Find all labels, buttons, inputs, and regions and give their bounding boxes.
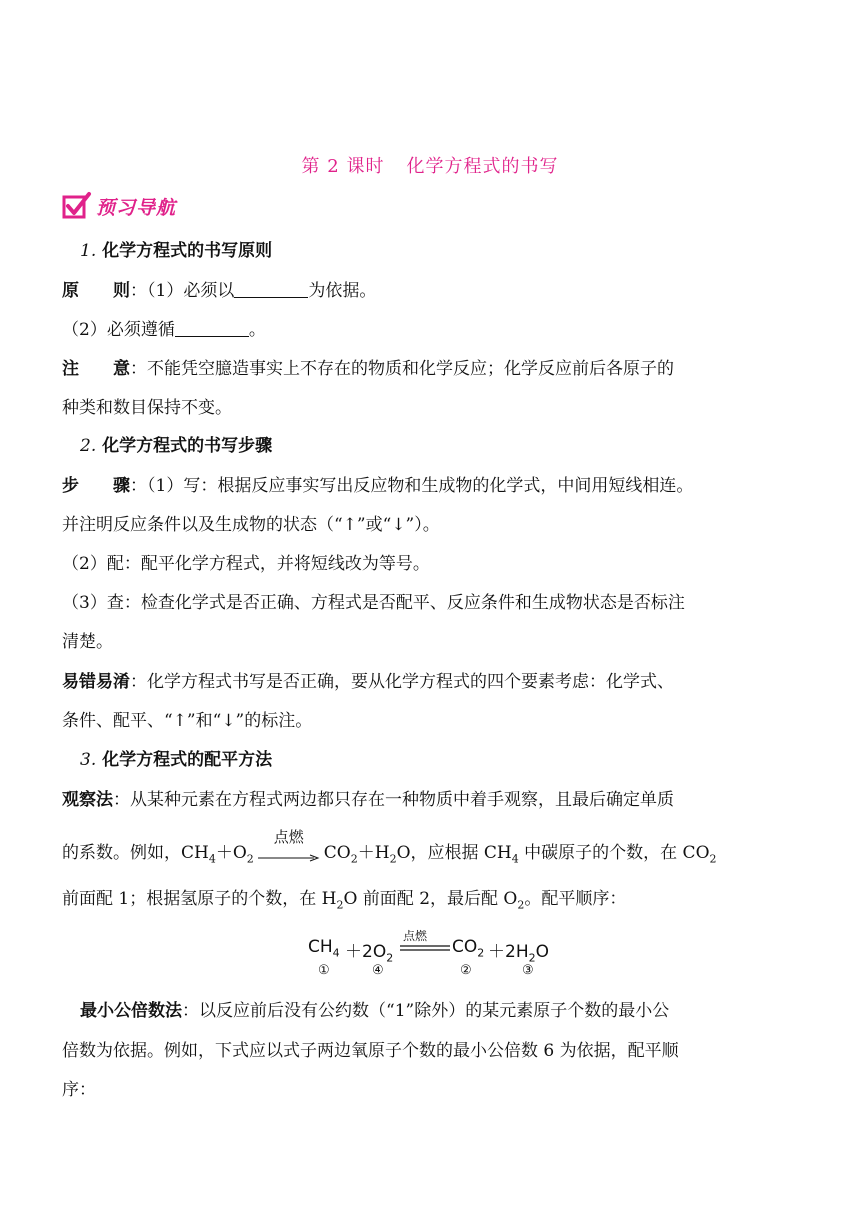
step-3-line-2: 清楚。 [62,632,113,652]
note-line-1: 注 意：不能凭空臆造事实上不存在的物质和化学反应；化学反应前后各原子的 [62,359,674,379]
order-mark: ① [318,963,330,978]
lcm-line-3: 序： [62,1080,96,1100]
lcm-line-1: 最小公倍数法：以反应前后没有公约数（“1”除外）的某元素原子个数的最小公 [80,1001,670,1021]
fill-blank-2[interactable] [175,320,249,337]
reaction-condition: 点燃 [273,828,304,846]
observation-line-1: 观察法：从某种元素在方程式两边都只存在一种物质中着手观察，且最后确定单质 [62,790,674,810]
fill-blank-1[interactable] [234,281,308,298]
step-1-line-1: 步 骤：（1）写：根据反应事实写出反应物和生成物的化学式，中间用短线相连。 [62,476,694,496]
observation-line-2: 的系数。例如，$CH_4+O_2$ 点燃 $CO_2+H_2O$，应根据 $CH_4$ 中碳原子的个数，在 $CO_2$ [62,828,717,866]
eq-condition: 点燃 [403,929,428,943]
note-line-2: 种类和数目保持不变。 [62,398,232,418]
equals-sign-icon [400,945,450,951]
eq-h2o: $+2H_2O$ [488,942,549,965]
heading-3: 3. 化学方程式的配平方法 [80,750,273,770]
page-title [0,152,860,178]
checkbox-check-icon [62,191,92,221]
principle-2-line: （2）必须遵循 。 [62,320,266,340]
lesson-number: 第 2 课时 [301,156,385,177]
eq-o2: $+2O_2$ [345,942,394,965]
error-note-line-1: 易错易淆：化学方程式书写是否正确，要从化学方程式的四个要素考虑：化学式、 [62,672,674,692]
heading-2: 2. 化学方程式的书写步骤 [80,436,273,456]
lesson-topic: 化学方程式的书写 [406,156,559,177]
heading-1: 1. 化学方程式的书写原则 [80,241,273,261]
order-mark: ④ [372,963,384,978]
step-3-line-1: （3）查：检查化学式是否正确、方程式是否配平、反应条件和生成物状态是否标注 [62,593,685,613]
section-header [62,190,176,222]
order-mark: ② [460,963,472,978]
lcm-line-2: 倍数为依据。例如，下式应以式子两边氧原子个数的最小公倍数 6 为依据，配平顺 [62,1041,679,1061]
principle-line: 原 则：（1）必须以 为依据。 [62,281,377,301]
section-header-label: 预习导航 [96,196,177,219]
reaction-arrow [258,828,320,860]
step-2-line: （2）配：配平化学方程式，并将短线改为等号。 [62,554,430,574]
observation-line-3: 前面配 1；根据氢原子的个数，在 $H_2O$ 前面配 2，最后配 $O_2$。配平顺序： [62,889,627,912]
balanced-equation [308,925,568,983]
error-note-line-2: 条件、配平、“↑”和“↓”的标注。 [62,711,313,731]
step-1-line-2: 并注明反应条件以及生成物的状态（“↑”或“↓”）。 [62,515,440,535]
eq-ch4: $CH_4$ [308,937,340,960]
order-mark: ③ [522,963,534,978]
eq-co2: $CO_2$ [452,937,485,960]
right-arrow-icon [258,854,320,862]
